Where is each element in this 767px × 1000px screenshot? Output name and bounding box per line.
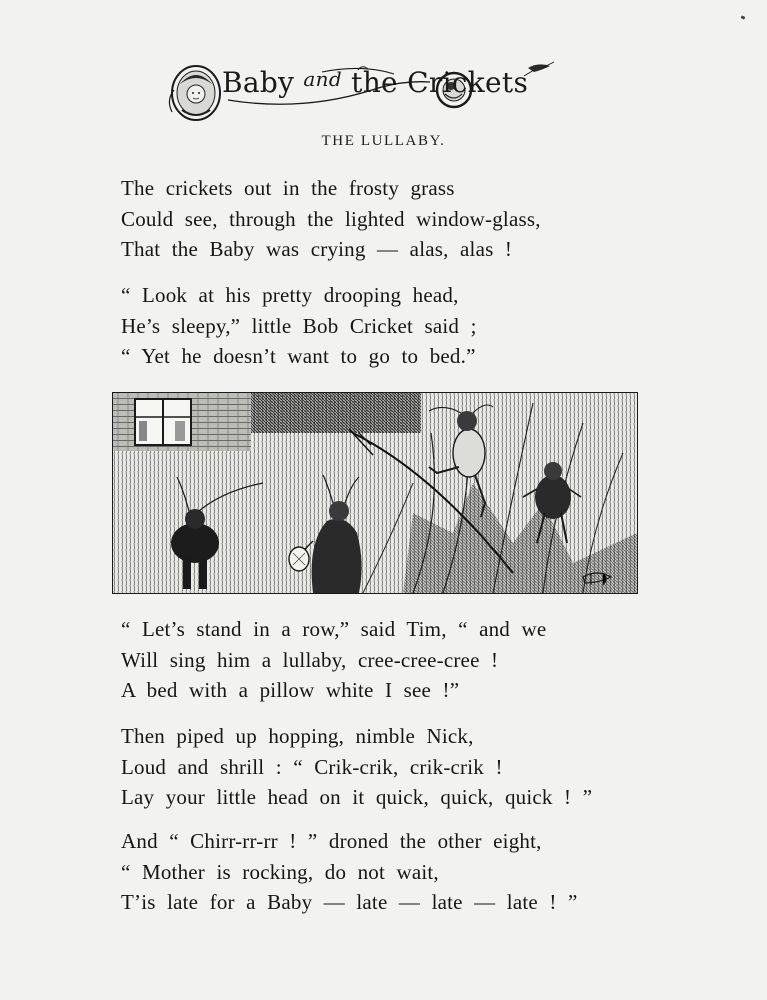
stanza-3 — [121, 614, 661, 706]
poem-line: Loud and shrill : “ Crik-crik, crik-crik ! — [121, 754, 503, 779]
night-scene-drawing — [113, 393, 637, 593]
header-title-and: and — [303, 67, 342, 91]
poem-line: Lay your little head on it quick, quick, quick ! ” — [121, 785, 593, 809]
poem-line: A bed with a pillow white I see !” — [121, 678, 460, 702]
cricket-illustration — [112, 392, 638, 594]
stanza-2 — [121, 280, 661, 372]
poem-line: T’is late for a Baby — late — late — late ! ” — [121, 890, 578, 914]
poem-line: “ Look at his pretty drooping head, — [121, 283, 459, 307]
poem-line: Could see, through the lighted window-glass, — [121, 206, 541, 231]
header-title-crickets: Crickets — [407, 66, 529, 99]
stanza-1 — [121, 173, 661, 265]
poem-line: And “ Chirr-rr-rr ! ” droned the other eight, — [121, 829, 542, 853]
poem-line: The crickets out in the frosty grass — [121, 176, 455, 200]
poem-line: “ Yet he doesn’t want to go to bed.” — [121, 344, 476, 368]
header-title — [222, 66, 528, 99]
poem-line: Then piped up hopping, nimble Nick, — [121, 724, 474, 748]
section-title: THE LULLABY. — [321, 133, 446, 149]
header-title-the: the — [351, 66, 398, 99]
stanza-4 — [121, 721, 661, 813]
poem-line: “ Let’s stand in a row,” said Tim, “ and we — [121, 617, 547, 641]
poem-line: That the Baby was crying — alas, alas ! — [121, 237, 513, 261]
poem-line: Will sing him a lullaby, cree-cree-cree ! — [121, 647, 499, 672]
header-title-baby: Baby — [222, 66, 295, 99]
decorative-header — [162, 60, 582, 126]
stanza-5 — [121, 826, 661, 918]
poem-line: “ Mother is rocking, do not wait, — [121, 859, 439, 884]
page-speck — [741, 15, 746, 19]
poem-line: He’s sleepy,” little Bob Cricket said ; — [121, 313, 477, 338]
